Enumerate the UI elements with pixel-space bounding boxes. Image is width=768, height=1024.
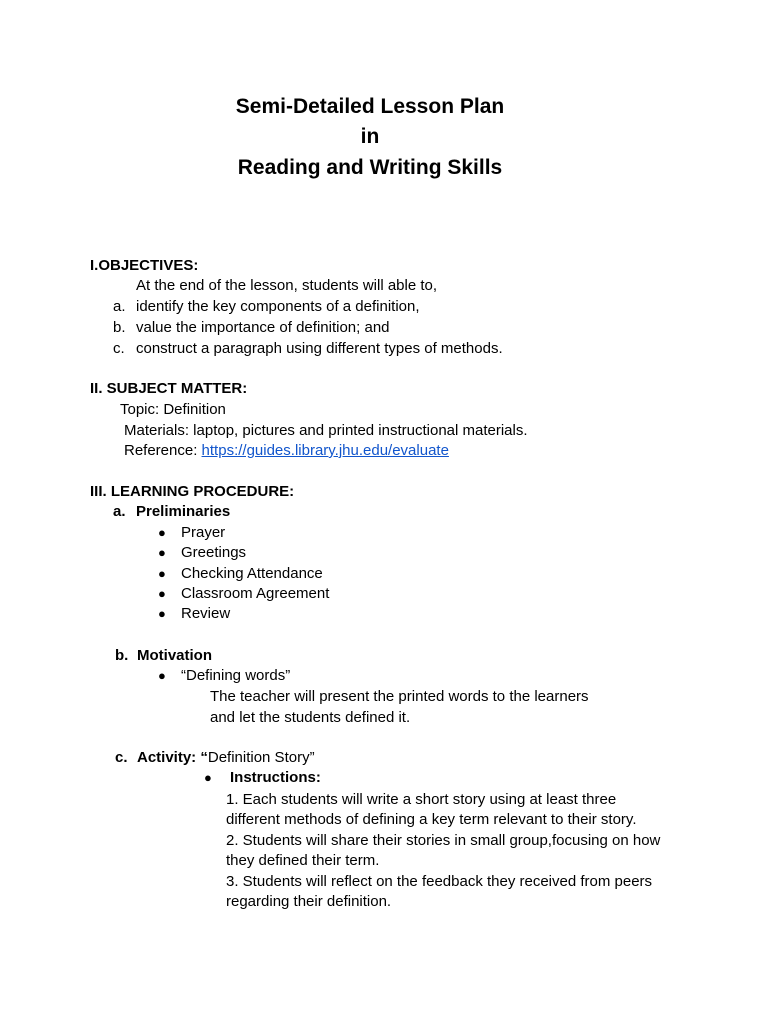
motivation-text-line-2: and let the students defined it. <box>210 709 411 726</box>
preliminary-item: Checking Attendance <box>181 565 323 582</box>
bullet-icon: ● <box>158 545 166 560</box>
bullet-icon: ● <box>158 566 166 581</box>
objective-item: identify the key components of a definition, <box>136 298 420 315</box>
objective-item: value the importance of definition; and <box>136 319 390 336</box>
instructions-label: Instructions: <box>230 769 321 786</box>
instruction-line: 3. Students will reflect on the feedback they received from peers <box>226 873 653 890</box>
preliminary-item: Classroom Agreement <box>181 585 330 602</box>
instruction-line: 1. Each students will write a short story using at least three <box>226 791 617 808</box>
preliminary-item: Prayer <box>181 524 226 541</box>
motivation-item: “Defining words” <box>181 667 291 684</box>
preliminaries-label: Preliminaries <box>136 503 231 520</box>
objective-marker: c. <box>113 340 125 357</box>
title-line-1: Semi-Detailed Lesson Plan <box>235 95 505 118</box>
title-line-3: Reading and Writing Skills <box>237 156 503 179</box>
bullet-icon: ● <box>158 606 166 621</box>
activity-heading <box>137 748 315 768</box>
bullet-icon: ● <box>158 525 166 540</box>
activity-marker: c. <box>115 749 128 766</box>
subject-topic: Topic: Definition <box>120 401 226 418</box>
preliminaries-marker: a. <box>113 503 126 520</box>
reference-label: Reference: <box>124 442 202 459</box>
preliminary-item: Greetings <box>181 544 247 561</box>
title-line-2: in <box>360 125 380 148</box>
bullet-icon: ● <box>204 770 212 785</box>
bullet-icon: ● <box>158 668 166 683</box>
objectives-heading: I.OBJECTIVES: <box>90 257 199 274</box>
motivation-label: Motivation <box>137 647 212 664</box>
instruction-line: different methods of defining a key term relevant to their story. <box>226 811 637 828</box>
activity-title: Definition Story” <box>207 749 315 766</box>
procedure-heading: III. LEARNING PROCEDURE: <box>90 483 295 500</box>
reference-link[interactable]: https://guides.library.jhu.edu/evaluate <box>201 442 449 459</box>
instruction-line: regarding their definition. <box>226 893 392 910</box>
motivation-text-line-1: The teacher will present the printed words to the learners <box>210 688 589 705</box>
objective-item: construct a paragraph using different types of methods. <box>136 340 503 357</box>
instruction-line: they defined their term. <box>226 852 380 869</box>
subject-reference <box>124 441 449 461</box>
bullet-icon: ● <box>158 586 166 601</box>
motivation-marker: b. <box>115 647 129 664</box>
subject-materials: Materials: laptop, pictures and printed instructional materials. <box>124 422 528 439</box>
activity-label: Activity: “ <box>137 749 208 766</box>
instruction-line: 2. Students will share their stories in small group,focusing on how <box>226 832 661 849</box>
preliminary-item: Review <box>181 605 231 622</box>
objective-marker: b. <box>113 319 126 336</box>
objectives-intro: At the end of the lesson, students will able to, <box>136 277 438 294</box>
objective-marker: a. <box>113 298 126 315</box>
subject-matter-heading: II. SUBJECT MATTER: <box>90 380 248 397</box>
